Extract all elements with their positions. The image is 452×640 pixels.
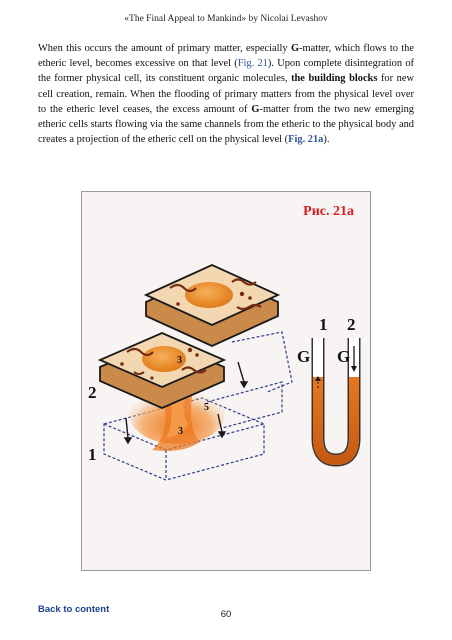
text-segment: When this occurs the amount of primary matter, especially: [38, 43, 291, 54]
running-header: «The Final Appeal to Mankind» by Nicolai Levashov: [124, 14, 328, 24]
level-1-label: 1: [88, 445, 97, 464]
marker-3-flame: 3: [178, 426, 183, 437]
figure-21-reference[interactable]: Fig. 21: [237, 58, 268, 70]
tube-2-label: 2: [347, 315, 356, 334]
text-segment: -matter from the two new emerging etheric cells starts flowing via the same channels from the etheric to the physical body and creates a projection of the etheric cell on the physical level (: [38, 103, 415, 146]
text-segment: ). Upon complete disintegration of the former physical cell, its constituent organic molecules,: [38, 58, 414, 85]
text-segment: -matter, which flows to the etheric level, becomes excessive on that level (: [38, 43, 414, 70]
page-number: 60: [220, 609, 232, 620]
figure-illustration: [82, 192, 372, 572]
text-segment: for new cell creation, remain. When the flooding of primary matters from the physical level over to the etheric level ceases, the excess amount of: [38, 73, 414, 115]
g-left-label: G: [297, 347, 311, 366]
marker-5: 5: [204, 402, 209, 413]
g-matter-term: G: [251, 103, 260, 115]
figure-caption: Рис. 21a: [303, 204, 354, 219]
marker-3-lower: 3: [177, 355, 182, 366]
building-blocks-term: the building blocks: [291, 73, 378, 85]
figure-21a-reference[interactable]: Fig. 21a: [288, 134, 324, 146]
u-tube-diagram: [297, 315, 357, 460]
level-2-label: 2: [88, 383, 97, 402]
text-segment: ).: [323, 134, 330, 146]
body-paragraph: [38, 41, 414, 147]
g-matter-term: G: [290, 43, 300, 54]
figure-21a: [81, 191, 371, 571]
back-to-content-link[interactable]: Back to content: [38, 604, 110, 615]
tube-1-label: 1: [319, 315, 328, 334]
g-right-label: G: [337, 347, 351, 366]
